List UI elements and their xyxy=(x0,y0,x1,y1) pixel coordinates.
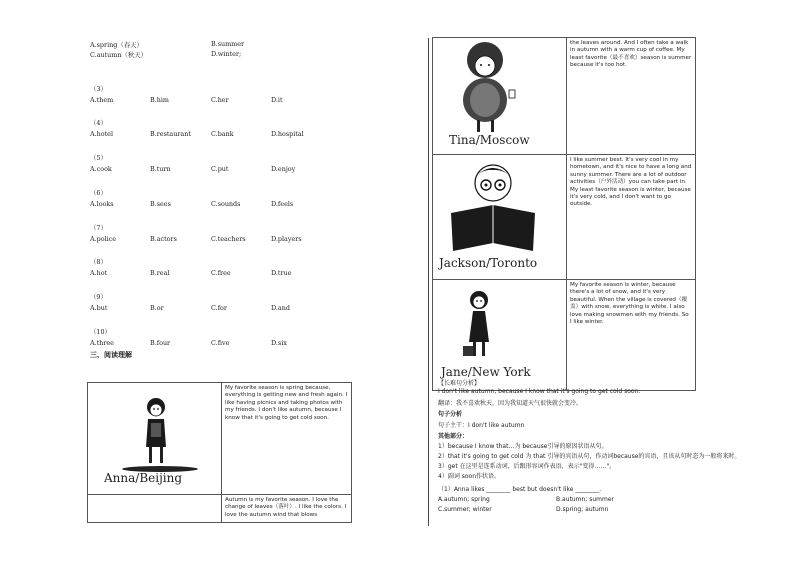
option-a[interactable]: A.cook xyxy=(90,165,112,173)
option-d[interactable]: D.and xyxy=(271,304,290,312)
autumn-text-cell xyxy=(222,495,352,523)
analysis-heading: 句子分析 xyxy=(438,411,463,418)
option-c[interactable]: C.for xyxy=(211,304,227,312)
option-c[interactable]: C.free xyxy=(211,269,231,277)
section-title: 三、阅读理解 xyxy=(90,350,132,359)
option-a[interactable]: A.looks xyxy=(90,200,114,208)
option-b[interactable]: B.actors xyxy=(150,235,177,243)
tina-caption: Tina/Moscow xyxy=(449,133,530,147)
option-a[interactable]: A.hotel xyxy=(90,130,114,138)
question-number: （9） xyxy=(90,293,107,301)
option-c[interactable]: C.autumn（秋天） xyxy=(90,51,148,59)
point-3: 3）get 在这里是连系动词，后跟形容词作表语，表示"变得……"。 xyxy=(438,463,616,470)
option-c[interactable]: C.teachers xyxy=(211,235,246,243)
jackson-paragraph: I like summer best. It's very cool in my hometown, and it's nice to have a long and sunny summer. There are a lot of outdoor activities（户外活动）you can take part in. My least favorite season is winter, because it's very cold, and I don't want to go outside. xyxy=(570,157,692,208)
other-parts: 其他部分： xyxy=(438,433,469,440)
jackson-text-cell xyxy=(567,155,696,280)
jackson-picture-cell xyxy=(433,155,567,280)
column-divider xyxy=(428,38,429,526)
anna-caption: Anna/Beijing xyxy=(104,471,183,485)
reading-table-left xyxy=(87,382,352,523)
question-1: （1）Anna likes ________ best but doesn't like ________. xyxy=(438,486,602,493)
option-b[interactable]: B.restaurant xyxy=(150,130,191,138)
option-a[interactable]: A.three xyxy=(90,339,114,347)
empty-cell xyxy=(88,495,222,523)
anna-paragraph: My favorite season is spring because, everything is getting new and fresh again. I like having picnics and taking photos with my friends. I don't like autumn, because I know that it's going to get cold soon. xyxy=(225,385,348,421)
option-d[interactable]: D.winter; xyxy=(211,50,242,58)
question-number: （5） xyxy=(90,154,107,162)
anna-text-cell xyxy=(222,383,352,495)
option-c[interactable]: C.her xyxy=(211,96,229,104)
option-b[interactable]: B.him xyxy=(150,96,169,104)
question-number: （6） xyxy=(90,189,107,197)
translation: 翻译：我不喜欢秋天，因为我知道天气很快就会变冷。 xyxy=(438,400,583,407)
question-number: （8） xyxy=(90,258,107,266)
question-number: （3） xyxy=(90,85,107,93)
question-number: （10） xyxy=(90,328,111,336)
point-2: 2）that it's going to get cold 为 that 引导的宾语从句，作动词because的宾语，且该从句时态为一般将来时。 xyxy=(438,453,741,460)
option-c[interactable]: C.sounds xyxy=(211,200,241,208)
option-c[interactable]: C.five xyxy=(211,339,230,347)
jane-caption: Jane/New York xyxy=(441,365,531,379)
option-d[interactable]: D.players xyxy=(271,235,302,243)
point-4: 4）副词 soon作状语。 xyxy=(438,473,500,480)
option-d[interactable]: D.six xyxy=(271,339,287,347)
option-a[interactable]: A.but xyxy=(90,304,108,312)
anna-picture-cell xyxy=(88,383,222,495)
option-b[interactable]: B.four xyxy=(150,339,171,347)
option-b[interactable]: B.or xyxy=(150,304,164,312)
jane-paragraph: My favorite season is winter, because there's a lot of snow, and it's very beautiful. When the village is covered（覆盖）with snow, everything is white. I also love making snowmen with my friends. So I like winter. xyxy=(570,282,689,326)
tina-text-cell xyxy=(567,38,696,155)
option-d[interactable]: D.feels xyxy=(271,200,294,208)
option-c[interactable]: C.summer; winter xyxy=(438,506,492,513)
reading-table-right xyxy=(432,37,696,391)
question-number: （7） xyxy=(90,224,107,232)
tina-paragraph: the leaves around. And I often take a walk in autumn with a warm cup of coffee. My least favorite（最不喜欢）season is summer because it's too hot. xyxy=(570,40,692,69)
main-clause: 句子主干：I don't like autumn xyxy=(438,422,525,429)
option-b[interactable]: B.turn xyxy=(150,165,171,173)
point-1: 1）because I know that…为 because引导的原因状语从句。 xyxy=(438,443,608,450)
option-c[interactable]: C.bank xyxy=(211,130,234,138)
option-d[interactable]: D.it xyxy=(271,96,283,104)
jane-picture-cell xyxy=(433,280,567,391)
option-b[interactable]: B.sees xyxy=(150,200,171,208)
option-d[interactable]: D.spring; autumn xyxy=(556,506,609,513)
option-b[interactable]: B.autumn; summer xyxy=(556,496,615,503)
analysis-title: 【长难句分析】 xyxy=(438,380,481,387)
long-sentence: I don't like autumn, because I know that it's going to get cold soon. xyxy=(438,388,641,395)
question-number: （4） xyxy=(90,119,107,127)
jane-text-cell xyxy=(567,280,696,391)
option-a[interactable]: A.spring（春天） xyxy=(90,41,143,49)
option-b[interactable]: B.summer xyxy=(211,40,245,48)
option-c[interactable]: C.put xyxy=(211,165,229,173)
option-b[interactable]: B.real xyxy=(150,269,170,277)
jackson-caption: Jackson/Toronto xyxy=(439,256,538,270)
option-a[interactable]: A.hot xyxy=(90,269,108,277)
option-d[interactable]: D.hospital xyxy=(271,130,304,138)
option-d[interactable]: D.enjoy xyxy=(271,165,296,173)
option-a[interactable]: A.police xyxy=(90,235,117,243)
tina-picture-cell xyxy=(433,38,567,155)
autumn-paragraph: Autumn is my favorite season. I love the change of leaves（落叶）. I like the colors. I love the autumn wind that blows xyxy=(225,497,347,518)
option-a[interactable]: A.them xyxy=(90,96,114,104)
option-d[interactable]: D.true xyxy=(271,269,292,277)
option-a[interactable]: A.autumn; spring xyxy=(438,496,490,503)
